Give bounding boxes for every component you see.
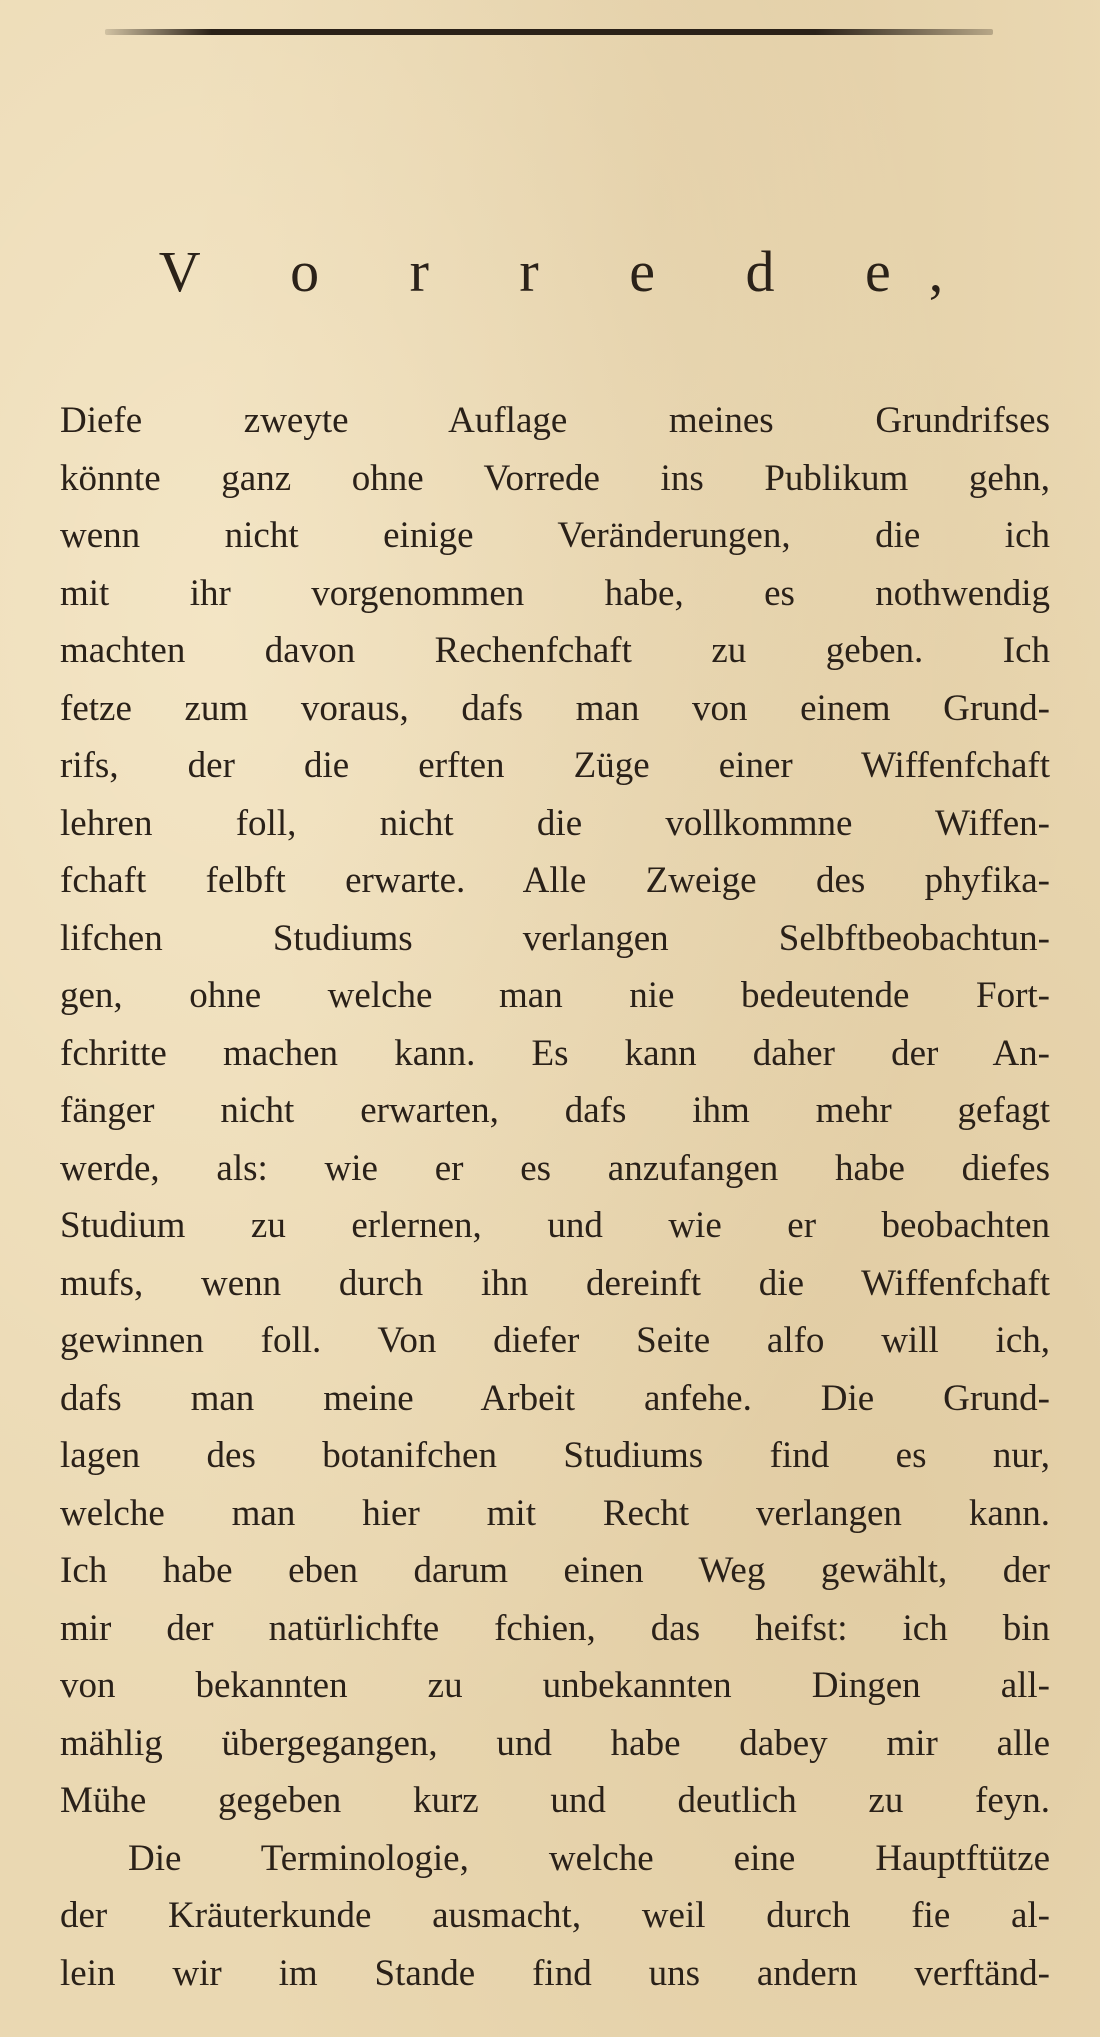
text-line-5: machten davon Rechenfchaft zu geben. Ich bbox=[60, 630, 1050, 671]
text-line-18: dafs man meine Arbeit anfehe. Die Grund- bbox=[60, 1377, 1050, 1419]
page-title: V o r r e d e, bbox=[158, 239, 982, 304]
text-line-16: mufs, wenn durch ihn dereinft die Wiffenfchaft bbox=[60, 1262, 1050, 1304]
text-line-6: fetze zum voraus, dafs man von einem Grund- bbox=[60, 687, 1050, 729]
text-line-27: der Kräuterkunde ausmacht, weil durch fie al- bbox=[60, 1895, 1050, 1936]
text-line-15: Studium zu erlernen, und wie er beobachten bbox=[60, 1205, 1050, 1246]
text-line-1: Diefe zweyte Auflage meines Grundrifses bbox=[60, 400, 1050, 441]
text-line-8: lehren foll, nicht die vollkommne Wiffen- bbox=[60, 802, 1050, 844]
text-line-23: von bekannten zu unbekannten Dingen all- bbox=[60, 1665, 1050, 1706]
text-line-13: fänger nicht erwarten, dafs ihm mehr gefagt bbox=[60, 1090, 1050, 1131]
text-line-9: fchaft felbft erwarte. Alle Zweige des phyfika- bbox=[60, 860, 1050, 901]
text-line-26: Die Terminologie, welche eine Hauptftütze bbox=[128, 1837, 1050, 1879]
text-line-3: wenn nicht einige Veränderungen, die ich bbox=[60, 515, 1050, 556]
text-line-21: Ich habe eben darum einen Weg gewählt, der bbox=[60, 1550, 1050, 1591]
text-line-20: welche man hier mit Recht verlangen kann. bbox=[60, 1492, 1050, 1534]
text-line-11: gen, ohne welche man nie bedeutende Fort- bbox=[60, 975, 1050, 1016]
text-line-25: Mühe gegeben kurz und deutlich zu feyn. bbox=[60, 1780, 1050, 1821]
body-text bbox=[60, 392, 1050, 2002]
text-line-7: rifs, der die erften Züge einer Wiffenfchaft bbox=[60, 745, 1050, 786]
top-rule bbox=[105, 29, 993, 35]
text-line-22: mir der natürlichfte fchien, das heifst: ich bin bbox=[60, 1607, 1050, 1649]
text-line-14: werde, als: wie er es anzufangen habe diefes bbox=[60, 1147, 1050, 1189]
text-line-24: mählig übergegangen, und habe dabey mir alle bbox=[60, 1722, 1050, 1764]
text-line-19: lagen des botanifchen Studiums find es nur, bbox=[60, 1435, 1050, 1476]
text-line-4: mit ihr vorgenommen habe, es nothwendig bbox=[60, 572, 1050, 614]
text-line-12: fchritte machen kann. Es kann daher der An- bbox=[60, 1032, 1050, 1074]
text-line-28: lein wir im Stande find uns andern verftänd- bbox=[60, 1952, 1050, 1994]
text-line-17: gewinnen foll. Von diefer Seite alfo will ich, bbox=[60, 1320, 1050, 1361]
text-line-10: lifchen Studiums verlangen Selbftbeobachtun- bbox=[60, 917, 1050, 959]
text-line-2: könnte ganz ohne Vorrede ins Publikum gehn, bbox=[60, 457, 1050, 499]
